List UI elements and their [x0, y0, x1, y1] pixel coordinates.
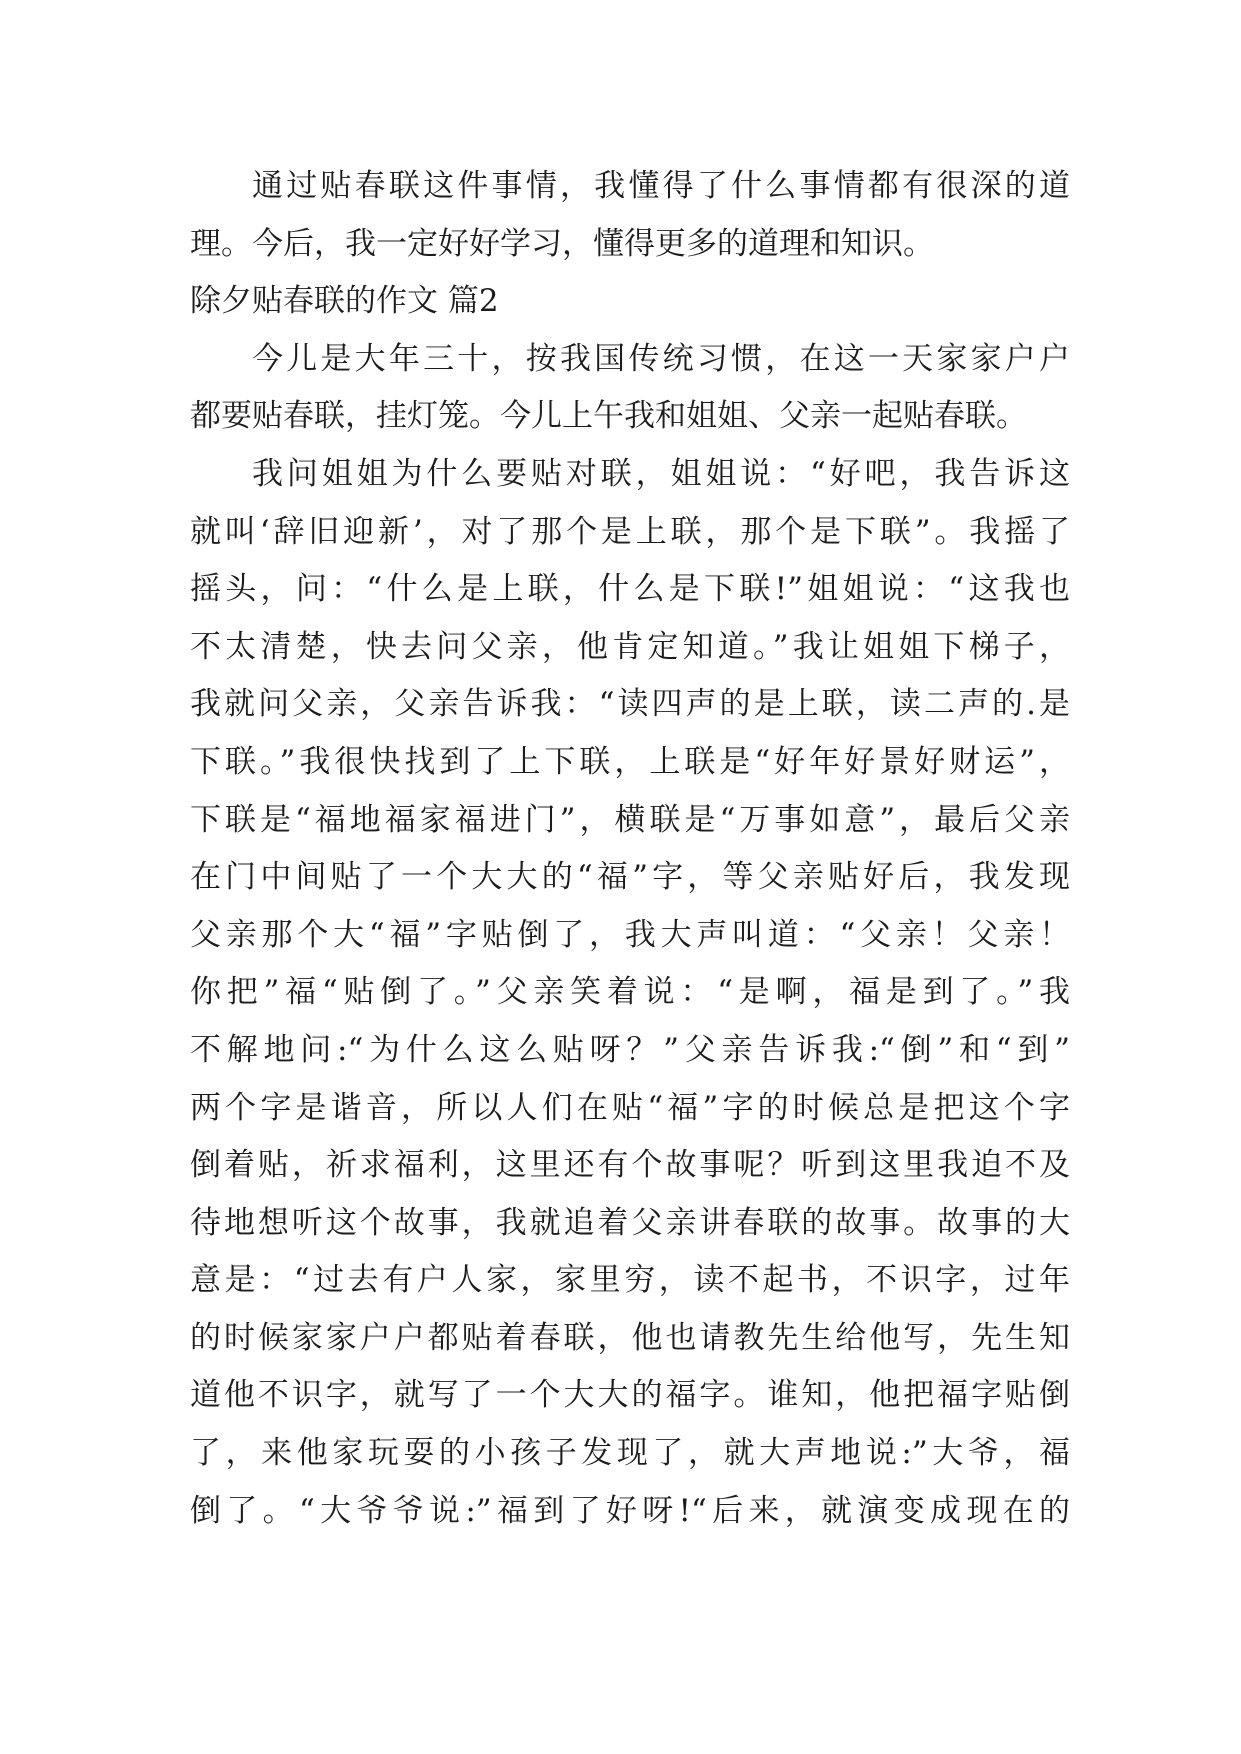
text-line: 不解地问:“为什么这么贴呀？”父亲告诉我:“倒”和“到” [190, 1031, 1070, 1068]
text-line: 通过贴春联这件事情，我懂得了什么事情都有很深的道 [252, 168, 1070, 204]
text-line: 待地想听这个故事，我就追着父亲讲春联的故事。故事的大 [190, 1204, 1070, 1241]
text-line: 道他不识字，就写了一个大大的福字。谁知，他把福字贴倒 [190, 1377, 1070, 1414]
text-line: 都要贴春联，挂灯笼。今儿上午我和姐姐、父亲一起贴春联。 [190, 398, 1027, 435]
text-line: 倒着贴，祈求福利，这里还有个故事呢？听到这里我迫不及 [190, 1147, 1070, 1184]
text-line: 两个字是谐音，所以人们在贴“福”字的时候总是把这个字 [190, 1089, 1070, 1126]
text-line: 意是：“过去有户人家，家里穷，读不起书，不识字，过年 [190, 1262, 1070, 1299]
text-line: 父亲那个大“福”字贴倒了，我大声叫道：“父亲！父亲！ [190, 916, 1070, 953]
text-line: 理。今后，我一定好好学习，懂得更多的道理和知识。 [190, 225, 934, 262]
document-body [190, 158, 1070, 1540]
text-line: 今儿是大年三十，按我国传统习惯，在这一天家家户户 [252, 340, 1070, 377]
text-line: 摇头，问：“什么是上联，什么是下联!”姐姐说：“这我也 [190, 571, 1070, 608]
text-line: 你把”福“贴倒了。”父亲笑着说：“是啊，福是到了。”我 [190, 974, 1070, 1011]
text-line: 倒了。“大爷爷说:”福到了好呀!“后来，就演变成现在的 [190, 1492, 1070, 1529]
text-line: 下联。”我很快找到了上下联，上联是“好年好景好财运”， [190, 743, 1070, 780]
text-line: 不太清楚，快去问父亲，他肯定知道。”我让姐姐下梯子， [190, 628, 1070, 665]
text-line: 下联是“福地福家福进门”，横联是“万事如意”，最后父亲 [190, 801, 1070, 838]
text-line: 的时候家家户户都贴着春联，他也请教先生给他写，先生知 [190, 1319, 1070, 1356]
section-heading: 除夕贴春联的作文 篇2 [190, 283, 499, 320]
text-line: 就叫‘辞旧迎新’，对了那个是上联，那个是下联”。我摇了 [190, 513, 1070, 550]
text-line: 我问姐姐为什么要贴对联，姐姐说：“好吧，我告诉这 [252, 455, 1070, 492]
text-line: 在门中间贴了一个大大的“福”字，等父亲贴好后，我发现 [190, 859, 1070, 896]
text-line: 我就问父亲，父亲告诉我：“读四声的是上联，读二声的.是 [190, 686, 1070, 723]
text-line: 了，来他家玩耍的小孩子发现了，就大声地说:”大爷，福 [190, 1435, 1070, 1472]
